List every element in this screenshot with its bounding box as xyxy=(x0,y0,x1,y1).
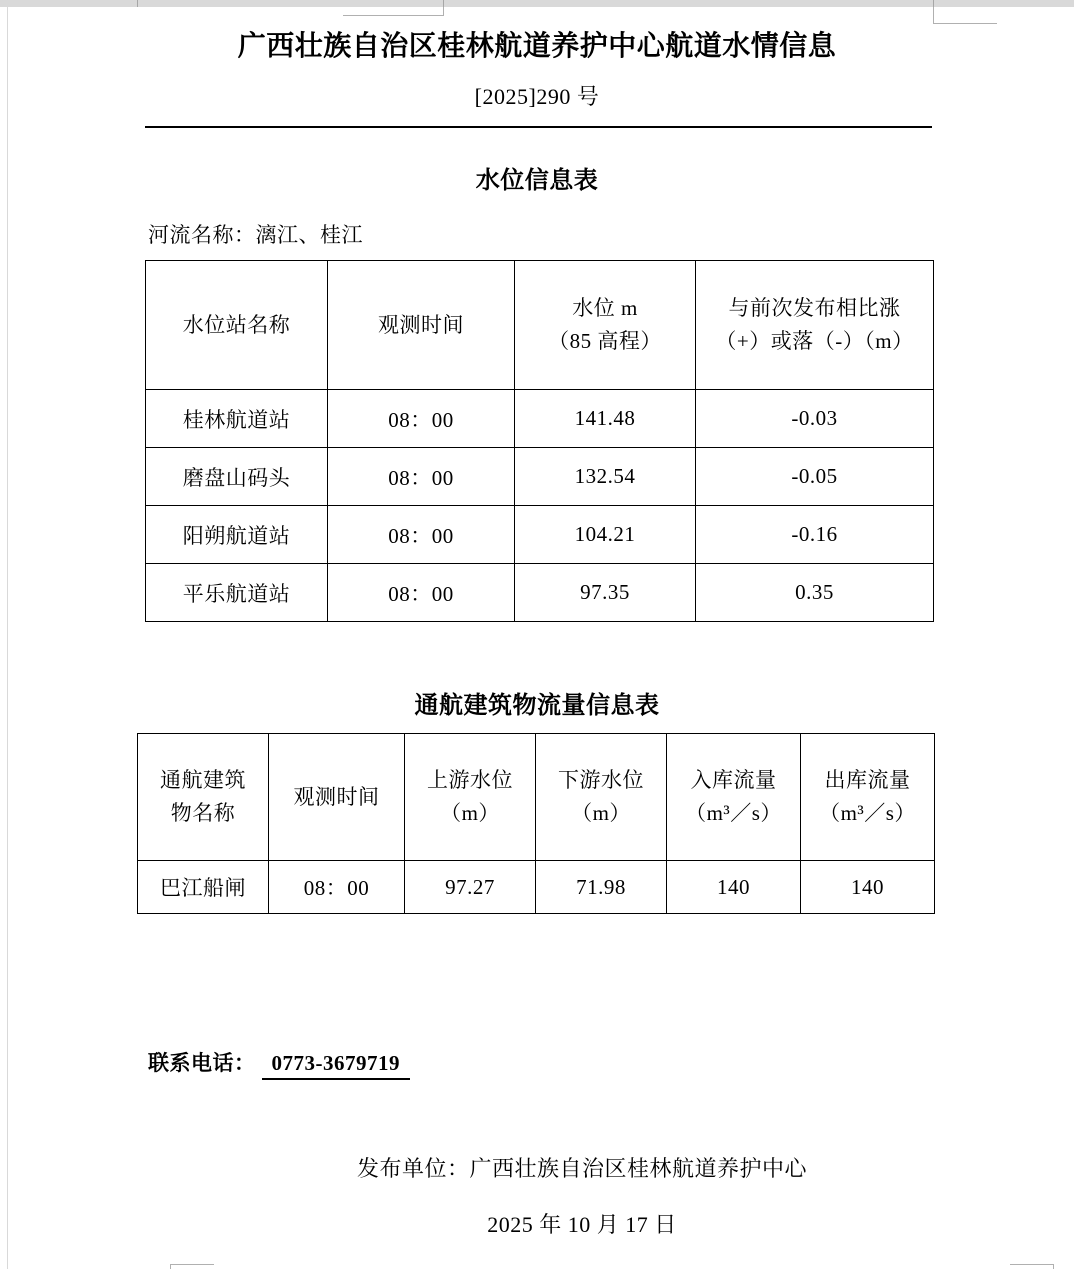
cell-station-name: 平乐航道站 xyxy=(146,564,328,622)
cell-level-change: 0.35 xyxy=(696,564,934,622)
cell-level-change: -0.03 xyxy=(696,390,934,448)
water-level-table xyxy=(145,260,934,622)
margin-guide-top-right-vertical xyxy=(933,7,934,24)
header-downstream-level-line1: 下游水位 xyxy=(558,768,644,793)
header-observation-time xyxy=(328,261,515,390)
document-number: [2025]290 号 xyxy=(474,84,600,109)
header-outflow-line2: （m³／s） xyxy=(819,801,916,825)
cell-station-name: 磨盘山码头 xyxy=(146,448,328,506)
table-row xyxy=(146,506,934,564)
header-inflow xyxy=(667,734,801,861)
header-outflow xyxy=(801,734,935,861)
cell-observation-time: 08：00 xyxy=(328,448,515,506)
header-inflow-line2: （m³／s） xyxy=(685,801,782,825)
header-upstream-level-line2: （m） xyxy=(440,801,500,825)
margin-guide-bottom-left xyxy=(170,1264,214,1265)
cell-station-name: 阳朔航道站 xyxy=(146,506,328,564)
table-row xyxy=(146,564,934,622)
header-station-name-text: 水位站名称 xyxy=(182,312,291,337)
navigation-section-title: 通航建筑物流量信息表 xyxy=(414,693,660,719)
table-row xyxy=(146,448,934,506)
header-water-level-line2: （85 高程） xyxy=(548,329,662,353)
cell-water-level: 141.48 xyxy=(515,390,696,448)
margin-guide-top-left xyxy=(343,15,443,16)
publish-date: 2025 年 10 月 17 日 xyxy=(487,1212,677,1237)
margin-guide-bottom-right xyxy=(1010,1264,1054,1265)
margin-guide-top-left-vertical xyxy=(443,7,444,16)
ruler-band xyxy=(0,0,1074,7)
document-title: 广西壮族自治区桂林航道养护中心航道水情信息 xyxy=(237,31,837,62)
cell-outflow: 140 xyxy=(801,861,935,914)
cell-water-level: 132.54 xyxy=(515,448,696,506)
header-water-level xyxy=(515,261,696,390)
header-station-name xyxy=(146,261,328,390)
header-nav-observation-time xyxy=(269,734,405,861)
cell-observation-time: 08：00 xyxy=(328,506,515,564)
ruler-tick-mid xyxy=(443,0,444,7)
header-upstream-level xyxy=(405,734,536,861)
river-name-label: 河流名称：漓江、桂江 xyxy=(148,223,363,247)
contact-label: 联系电话： xyxy=(148,1051,256,1075)
page-left-edge xyxy=(7,7,8,1269)
header-nav-observation-time-text: 观测时间 xyxy=(293,784,380,809)
header-water-level-line1: 水位 m xyxy=(572,296,638,321)
cell-level-change: -0.05 xyxy=(696,448,934,506)
header-level-change-line2: （+）或落（-）（m） xyxy=(715,329,914,353)
header-downstream-level xyxy=(536,734,667,861)
table-row xyxy=(138,861,935,914)
header-inflow-line1: 入库流量 xyxy=(690,768,777,793)
navigation-header-row xyxy=(138,734,935,861)
header-level-change xyxy=(696,261,934,390)
header-structure-name-line2: 物名称 xyxy=(170,801,236,825)
cell-observation-time: 08：00 xyxy=(328,564,515,622)
cell-water-level: 97.35 xyxy=(515,564,696,622)
ruler-tick-left xyxy=(137,0,138,7)
header-structure-name xyxy=(138,734,269,861)
contact-phone-number: 0773-3679719 xyxy=(262,1051,411,1080)
cell-downstream-level: 71.98 xyxy=(536,861,667,914)
header-upstream-level-line1: 上游水位 xyxy=(427,768,513,793)
contact-line xyxy=(148,1047,410,1080)
cell-water-level: 104.21 xyxy=(515,506,696,564)
cell-observation-time: 08：00 xyxy=(328,390,515,448)
header-outflow-line1: 出库流量 xyxy=(824,768,911,793)
cell-level-change: -0.16 xyxy=(696,506,934,564)
header-downstream-level-line2: （m） xyxy=(571,801,631,825)
table-row xyxy=(146,390,934,448)
margin-guide-bottom-left-vertical xyxy=(170,1264,171,1269)
water-level-header-row xyxy=(146,261,934,390)
publisher-line: 发布单位：广西壮族自治区桂林航道养护中心 xyxy=(356,1156,807,1181)
cell-station-name: 桂林航道站 xyxy=(146,390,328,448)
ruler-tick-right xyxy=(933,0,934,7)
header-structure-name-line1: 通航建筑 xyxy=(160,768,246,793)
header-observation-time-text: 观测时间 xyxy=(378,312,464,337)
cell-upstream-level: 97.27 xyxy=(405,861,536,914)
header-divider-rule xyxy=(145,126,932,128)
cell-structure-name: 巴江船闸 xyxy=(138,861,269,914)
margin-guide-bottom-right-vertical xyxy=(1053,1264,1054,1269)
cell-nav-observation-time: 08：00 xyxy=(269,861,405,914)
cell-inflow: 140 xyxy=(667,861,801,914)
water-level-section-title: 水位信息表 xyxy=(475,168,599,194)
navigation-flow-table xyxy=(137,733,935,914)
header-level-change-line1: 与前次发布相比涨 xyxy=(728,296,901,321)
